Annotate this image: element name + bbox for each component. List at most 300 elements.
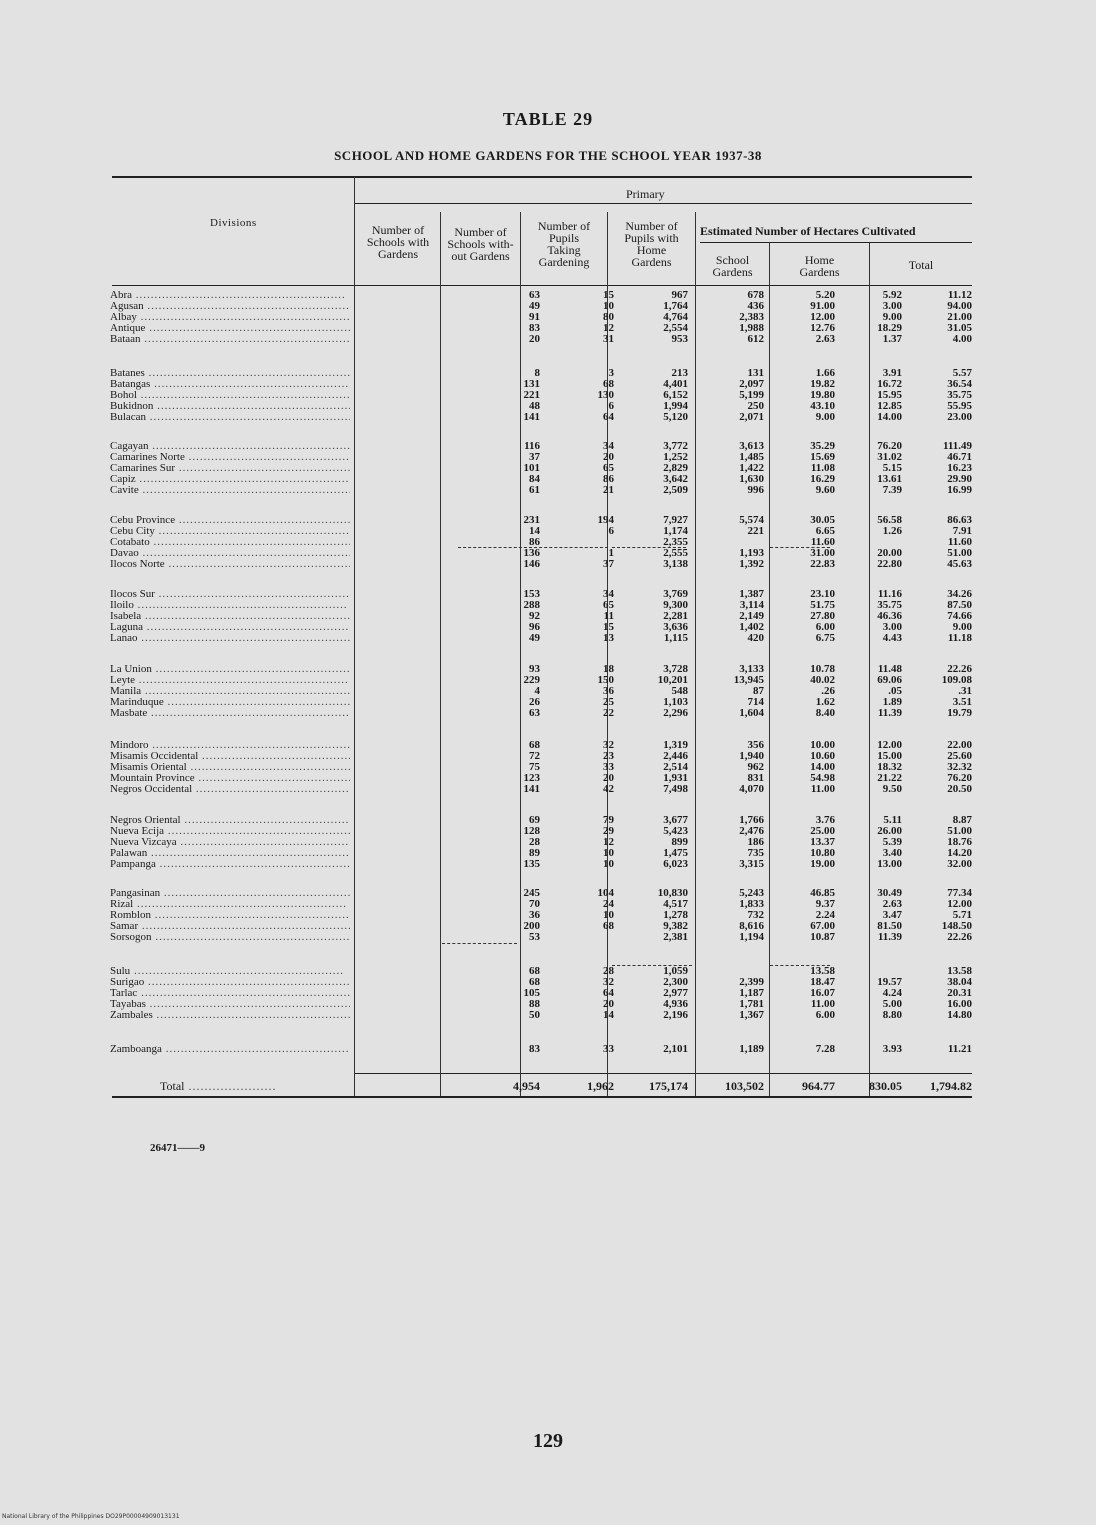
- schools-without-gardens: 36: [603, 685, 614, 697]
- schools-without-gardens: 10: [603, 300, 614, 312]
- school-garden-hectares: 6.75: [815, 632, 835, 644]
- schools-with-gardens: 48: [529, 400, 540, 412]
- total-hectares: 20.50: [947, 783, 972, 795]
- pupils-gardening: 2,509: [663, 484, 688, 496]
- schools-with-gardens: 245: [523, 887, 540, 899]
- table-title: TABLE 29: [502, 109, 594, 129]
- schools-with-gardens: 37: [529, 451, 540, 463]
- schools-with-gardens: 89: [529, 847, 540, 859]
- home-garden-hectares: 56.58: [877, 514, 902, 526]
- home-garden-hectares: 81.50: [877, 920, 902, 932]
- schools-with-gardens: 116: [524, 440, 540, 452]
- pupils-gardening: 3,677: [663, 814, 688, 826]
- schools-without-gardens: 65: [603, 462, 614, 474]
- pupils-gardening: 5,120: [663, 411, 688, 423]
- schools-without-gardens: 14: [603, 1009, 614, 1021]
- schools-without-gardens: 13: [603, 632, 614, 644]
- table-row: [110, 664, 972, 675]
- home-garden-hectares: 26.00: [877, 825, 902, 837]
- home-garden-hectares: 22.80: [877, 558, 902, 570]
- total-hectares: 19.79: [947, 707, 972, 719]
- pupils-home-gardens: 1,630: [739, 473, 764, 485]
- total-hectares: 20.31: [947, 987, 972, 999]
- table-row: [110, 826, 972, 837]
- school-garden-hectares: 10.80: [810, 847, 835, 859]
- pupils-home-gardens: 3,114: [739, 599, 764, 611]
- pupils-gardening: 1,115: [663, 632, 688, 644]
- pupils-gardening: 2,514: [663, 761, 688, 773]
- school-garden-hectares: 11.00: [810, 998, 835, 1010]
- school-garden-hectares: 9.00: [815, 411, 835, 423]
- division-name: Leyte .....: [110, 675, 350, 686]
- schools-without-gardens: 22: [603, 707, 614, 719]
- blank-dash: [442, 943, 517, 944]
- school-garden-hectares: 6.00: [815, 1009, 835, 1021]
- schools-with-gardens: 288: [523, 599, 540, 611]
- school-garden-hectares: 10.87: [810, 931, 835, 943]
- pupils-home-gardens: 1,604: [739, 707, 764, 719]
- table-row: [110, 290, 972, 301]
- total-hectares: 22.26: [947, 663, 972, 675]
- schools-with-gardens: 123: [523, 772, 540, 784]
- home-garden-hectares: 12.00: [877, 739, 902, 751]
- home-garden-hectares: 11.48: [877, 663, 902, 675]
- pupils-home-gardens: 732: [747, 909, 764, 921]
- pupils-home-gardens: 8,616: [739, 920, 764, 932]
- pupils-gardening: 4,764: [663, 311, 688, 323]
- pupils-home-gardens: 1,766: [739, 814, 764, 826]
- schools-without-gardens: 34: [603, 440, 614, 452]
- table-row: [110, 312, 972, 323]
- school-garden-hectares: 2.63: [815, 333, 835, 345]
- home-garden-hectares: 5.11: [883, 814, 902, 826]
- pupils-gardening: 4,517: [663, 898, 688, 910]
- schools-with-gardens: 221: [523, 389, 540, 401]
- total-hectares: 11.60: [947, 536, 972, 548]
- pupils-home-gardens: 1,194: [739, 931, 764, 943]
- total-hectares: 9.00: [952, 621, 972, 633]
- total-col1: 4,954: [513, 1079, 540, 1093]
- school-garden-hectares: 10.00: [810, 739, 835, 751]
- schools-without-gardens: 104: [597, 887, 614, 899]
- schools-without-gardens: 194: [597, 514, 614, 526]
- pupils-gardening: 2,381: [663, 931, 688, 943]
- pupils-home-gardens: 13,945: [733, 674, 764, 686]
- total-hectares: 51.00: [947, 547, 972, 559]
- total-hectares: 38.04: [947, 976, 972, 988]
- schools-with-gardens: 70: [529, 898, 540, 910]
- total-col4: 103,502: [725, 1079, 764, 1093]
- table-row: [110, 559, 972, 570]
- schools-without-gardens: 28: [603, 965, 614, 977]
- home-garden-hectares: 1.89: [882, 696, 902, 708]
- division-name: Albay .....: [110, 312, 350, 323]
- schools-with-gardens: 146: [523, 558, 540, 570]
- schools-without-gardens: 1: [608, 547, 614, 559]
- table-row: [110, 323, 972, 334]
- schools-without-gardens: 10: [603, 847, 614, 859]
- col3-header: Number of Pupils Taking Gardening: [537, 219, 591, 269]
- home-garden-hectares: 3.00: [882, 300, 902, 312]
- pupils-gardening: 6,023: [663, 858, 688, 870]
- schools-with-gardens: 91: [529, 311, 540, 323]
- schools-without-gardens: 68: [603, 920, 614, 932]
- home-garden-hectares: 31.02: [877, 451, 902, 463]
- division-name: La Union .....: [110, 664, 350, 675]
- pupils-gardening: 1,764: [663, 300, 688, 312]
- division-name: Tayabas .....: [110, 999, 350, 1010]
- division-name: Camarines Norte .....: [110, 452, 350, 463]
- pupils-home-gardens: 2,071: [739, 411, 764, 423]
- pupils-home-gardens: 678: [747, 289, 764, 301]
- pupils-home-gardens: 2,399: [739, 976, 764, 988]
- schools-with-gardens: 136: [523, 547, 540, 559]
- col6-header: Home Gardens: [799, 253, 840, 279]
- schools-without-gardens: 18: [603, 663, 614, 675]
- table-row: [110, 548, 972, 559]
- pupils-gardening: 4,936: [663, 998, 688, 1010]
- schools-with-gardens: 53: [529, 931, 540, 943]
- pupils-home-gardens: 1,387: [739, 588, 764, 600]
- table-row: [110, 474, 972, 485]
- total-hectares: 36.54: [947, 378, 972, 390]
- schools-without-gardens: 64: [603, 987, 614, 999]
- schools-without-gardens: 12: [603, 836, 614, 848]
- school-garden-hectares: 46.85: [810, 887, 835, 899]
- total-hectares: 74.66: [947, 610, 972, 622]
- total-hectares: 94.00: [947, 300, 972, 312]
- home-garden-hectares: 3.47: [882, 909, 902, 921]
- home-garden-hectares: 4.24: [882, 987, 902, 999]
- home-garden-hectares: 16.72: [877, 378, 902, 390]
- total-hectares: 14.20: [947, 847, 972, 859]
- total-hectares: 11.21: [947, 1043, 972, 1055]
- division-name: Bataan .....: [110, 334, 350, 345]
- division-name: Surigao .....: [110, 977, 350, 988]
- home-garden-hectares: 30.49: [877, 887, 902, 899]
- library-credit: National Library of the Philippines DO29P00004909013131: [2, 1513, 180, 1520]
- division-name: Cebu Province .....: [110, 515, 350, 526]
- total-hectares: 77.34: [947, 887, 972, 899]
- pupils-gardening: 9,382: [663, 920, 688, 932]
- pupils-gardening: 9,300: [663, 599, 688, 611]
- schools-with-gardens: 49: [529, 632, 540, 644]
- division-name: Mountain Province .....: [110, 773, 350, 784]
- total-hectares: 7.91: [952, 525, 972, 537]
- table-row: [110, 379, 972, 390]
- school-garden-hectares: 27.80: [810, 610, 835, 622]
- home-garden-hectares: 1.37: [882, 333, 902, 345]
- home-garden-hectares: 11.39: [877, 931, 902, 943]
- home-garden-hectares: 35.75: [877, 599, 902, 611]
- schools-without-gardens: 20: [603, 772, 614, 784]
- schools-without-gardens: 3: [608, 367, 614, 379]
- division-name: Marinduque .....: [110, 697, 350, 708]
- table-row: [110, 675, 972, 686]
- table-row: [110, 611, 972, 622]
- school-garden-hectares: 22.83: [810, 558, 835, 570]
- pupils-home-gardens: 131: [747, 367, 764, 379]
- pupils-home-gardens: 831: [747, 772, 764, 784]
- school-garden-hectares: 9.37: [815, 898, 835, 910]
- schools-with-gardens: 75: [529, 761, 540, 773]
- schools-with-gardens: 84: [529, 473, 540, 485]
- division-name: Abra .....: [110, 290, 350, 301]
- col1-header: Number of Schools with Gardens: [366, 223, 430, 261]
- schools-without-gardens: 64: [603, 411, 614, 423]
- school-garden-hectares: 13.58: [810, 965, 835, 977]
- total-hectares: 86.63: [947, 514, 972, 526]
- division-name: Batanes .....: [110, 368, 350, 379]
- schools-with-gardens: 83: [529, 322, 540, 334]
- home-garden-hectares: 13.00: [877, 858, 902, 870]
- total-col7: 1,794.82: [930, 1079, 972, 1093]
- table-row: [110, 773, 972, 784]
- total-hectares: 31.05: [947, 322, 972, 334]
- table-row: [110, 762, 972, 773]
- home-garden-hectares: .05: [888, 685, 902, 697]
- pupils-home-gardens: 612: [747, 333, 764, 345]
- schools-with-gardens: 135: [523, 858, 540, 870]
- primary-rule: [355, 203, 972, 204]
- schools-without-gardens: 15: [603, 289, 614, 301]
- schools-with-gardens: 26: [529, 696, 540, 708]
- table-row: [110, 899, 972, 910]
- schools-without-gardens: 15: [603, 621, 614, 633]
- totals-row: [110, 1079, 972, 1093]
- home-garden-hectares: 13.61: [877, 473, 902, 485]
- pupils-home-gardens: 2,097: [739, 378, 764, 390]
- school-garden-hectares: 8.40: [815, 707, 835, 719]
- table-row: [110, 815, 972, 826]
- table-row: [110, 977, 972, 988]
- pupils-gardening: 5,423: [663, 825, 688, 837]
- division-name: Batangas .....: [110, 379, 350, 390]
- school-garden-hectares: 10.78: [810, 663, 835, 675]
- pupils-home-gardens: 5,199: [739, 389, 764, 401]
- total-hectares: 4.00: [952, 333, 972, 345]
- schools-with-gardens: 229: [523, 674, 540, 686]
- table-row: [110, 633, 972, 644]
- division-name: Davao .....: [110, 548, 350, 559]
- table-row: [110, 988, 972, 999]
- school-garden-hectares: 1.66: [815, 367, 835, 379]
- schools-without-gardens: 32: [603, 739, 614, 751]
- print-code: 26471——9: [150, 1142, 205, 1154]
- school-garden-hectares: 40.02: [810, 674, 835, 686]
- school-garden-hectares: 19.00: [810, 858, 835, 870]
- school-garden-hectares: 15.69: [810, 451, 835, 463]
- home-garden-hectares: 11.16: [877, 588, 902, 600]
- division-name: Iloilo .....: [110, 600, 350, 611]
- school-garden-hectares: 12.76: [810, 322, 835, 334]
- table-row: [110, 740, 972, 751]
- home-garden-hectares: 12.85: [877, 400, 902, 412]
- pupils-gardening: 1,059: [663, 965, 688, 977]
- pupils-home-gardens: 2,476: [739, 825, 764, 837]
- schools-without-gardens: 12: [603, 322, 614, 334]
- pupils-home-gardens: 1,189: [739, 1043, 764, 1055]
- col7-header: Total: [908, 258, 934, 272]
- table-row: [110, 708, 972, 719]
- schools-without-gardens: 32: [603, 976, 614, 988]
- pupils-home-gardens: 3,133: [739, 663, 764, 675]
- table-row: [110, 837, 972, 848]
- table-row: [110, 622, 972, 633]
- home-garden-hectares: 2.63: [882, 898, 902, 910]
- schools-with-gardens: 131: [523, 378, 540, 390]
- pupils-home-gardens: 1,833: [739, 898, 764, 910]
- row-group: [110, 966, 972, 1021]
- table-row: [110, 600, 972, 611]
- division-name: Nueva Vizcaya .....: [110, 837, 350, 848]
- table-row: [110, 537, 972, 548]
- total-hectares: 111.49: [942, 440, 972, 452]
- pupils-gardening: 1,252: [663, 451, 688, 463]
- schools-with-gardens: 69: [529, 814, 540, 826]
- schools-without-gardens: 20: [603, 998, 614, 1010]
- schools-with-gardens: 8: [534, 367, 540, 379]
- division-name: Capiz .....: [110, 474, 350, 485]
- school-garden-hectares: 12.00: [810, 311, 835, 323]
- pupils-gardening: 7,498: [663, 783, 688, 795]
- pupils-gardening: 1,103: [663, 696, 688, 708]
- home-garden-hectares: 5.39: [882, 836, 902, 848]
- table-row: [110, 412, 972, 423]
- col5-header: School Gardens: [712, 253, 753, 279]
- table-row: [110, 921, 972, 932]
- row-group: [110, 815, 972, 870]
- school-garden-hectares: 3.76: [815, 814, 835, 826]
- row-group: [110, 664, 972, 719]
- home-garden-hectares: 5.15: [882, 462, 902, 474]
- total-hectares: 45.63: [947, 558, 972, 570]
- total-hectares: 5.71: [952, 909, 972, 921]
- table-row: [110, 401, 972, 412]
- estimated-rule: [700, 242, 972, 243]
- schools-without-gardens: 24: [603, 898, 614, 910]
- school-garden-hectares: 5.20: [815, 289, 835, 301]
- schools-without-gardens: 80: [603, 311, 614, 323]
- home-garden-hectares: 1.26: [882, 525, 902, 537]
- table-row: [110, 463, 972, 474]
- school-garden-hectares: 11.00: [810, 783, 835, 795]
- schools-with-gardens: 4: [534, 685, 540, 697]
- table-row: [110, 589, 972, 600]
- table-row: [110, 859, 972, 870]
- division-name: Bohol .....: [110, 390, 350, 401]
- schools-without-gardens: 11: [603, 610, 614, 622]
- pupils-gardening: 1,174: [663, 525, 688, 537]
- schools-without-gardens: 68: [603, 378, 614, 390]
- schools-with-gardens: 96: [529, 621, 540, 633]
- table-top-rule: [112, 176, 972, 178]
- schools-without-gardens: 130: [597, 389, 614, 401]
- schools-without-gardens: 29: [603, 825, 614, 837]
- total-hectares: 16.00: [947, 998, 972, 1010]
- pupils-home-gardens: 1,193: [739, 547, 764, 559]
- pupils-gardening: 2,977: [663, 987, 688, 999]
- home-garden-hectares: 9.00: [882, 311, 902, 323]
- total-hectares: 46.71: [947, 451, 972, 463]
- school-garden-hectares: 35.29: [810, 440, 835, 452]
- pupils-gardening: 3,636: [663, 621, 688, 633]
- schools-with-gardens: 68: [529, 976, 540, 988]
- pupils-gardening: 1,994: [663, 400, 688, 412]
- home-garden-hectares: 15.95: [877, 389, 902, 401]
- school-garden-hectares: 11.60: [810, 536, 835, 548]
- total-hectares: .31: [958, 685, 972, 697]
- pupils-home-gardens: 420: [747, 632, 764, 644]
- pupils-gardening: 967: [671, 289, 688, 301]
- pupils-home-gardens: 1,392: [739, 558, 764, 570]
- pupils-gardening: 10,201: [657, 674, 688, 686]
- pupils-home-gardens: 1,988: [739, 322, 764, 334]
- pupils-gardening: 2,196: [663, 1009, 688, 1021]
- division-name: Masbate .....: [110, 708, 350, 719]
- pupils-home-gardens: 1,781: [739, 998, 764, 1010]
- schools-without-gardens: 86: [603, 473, 614, 485]
- home-garden-hectares: 19.57: [877, 976, 902, 988]
- division-name: Cagayan .....: [110, 441, 350, 452]
- total-hectares: 22.26: [947, 931, 972, 943]
- school-garden-hectares: 30.05: [810, 514, 835, 526]
- total-col5: 964.77: [802, 1079, 835, 1093]
- pupils-gardening: 2,101: [663, 1043, 688, 1055]
- pupils-home-gardens: 996: [747, 484, 764, 496]
- schools-without-gardens: 6: [608, 400, 614, 412]
- division-name: Agusan .....: [110, 301, 350, 312]
- pupils-home-gardens: 1,422: [739, 462, 764, 474]
- home-garden-hectares: 3.91: [882, 367, 902, 379]
- page-number: 129: [533, 1430, 563, 1452]
- table-row: [110, 485, 972, 496]
- schools-with-gardens: 200: [523, 920, 540, 932]
- school-garden-hectares: 1.62: [815, 696, 835, 708]
- schools-with-gardens: 141: [523, 783, 540, 795]
- total-hectares: 109.08: [941, 674, 972, 686]
- pupils-home-gardens: 2,149: [739, 610, 764, 622]
- total-col3: 175,174: [649, 1079, 688, 1093]
- home-garden-hectares: 3.00: [882, 621, 902, 633]
- header-bottom-rule: [112, 285, 972, 286]
- row-group: [110, 589, 972, 644]
- school-garden-hectares: 7.28: [815, 1043, 835, 1055]
- total-hectares: 11.12: [947, 289, 972, 301]
- table-row: [110, 932, 972, 943]
- schools-without-gardens: 33: [603, 1043, 614, 1055]
- table-row: [110, 686, 972, 697]
- schools-without-gardens: 10: [603, 909, 614, 921]
- division-name: Nueva Ecija .....: [110, 826, 350, 837]
- schools-with-gardens: 49: [529, 300, 540, 312]
- schools-with-gardens: 72: [529, 750, 540, 762]
- schools-with-gardens: 36: [529, 909, 540, 921]
- division-name: Rizal .....: [110, 899, 350, 910]
- home-garden-hectares: 76.20: [877, 440, 902, 452]
- division-name: Pampanga .....: [110, 859, 350, 870]
- total-hectares: 51.00: [947, 825, 972, 837]
- schools-with-gardens: 63: [529, 707, 540, 719]
- pupils-gardening: 2,281: [663, 610, 688, 622]
- table-row: [110, 966, 972, 977]
- row-group: [110, 441, 972, 496]
- total-hectares: 55.95: [947, 400, 972, 412]
- division-name: Negros Occidental .....: [110, 784, 350, 795]
- division-name: Bulacan .....: [110, 412, 350, 423]
- division-name: Romblon .....: [110, 910, 350, 921]
- pupils-gardening: 2,355: [663, 536, 688, 548]
